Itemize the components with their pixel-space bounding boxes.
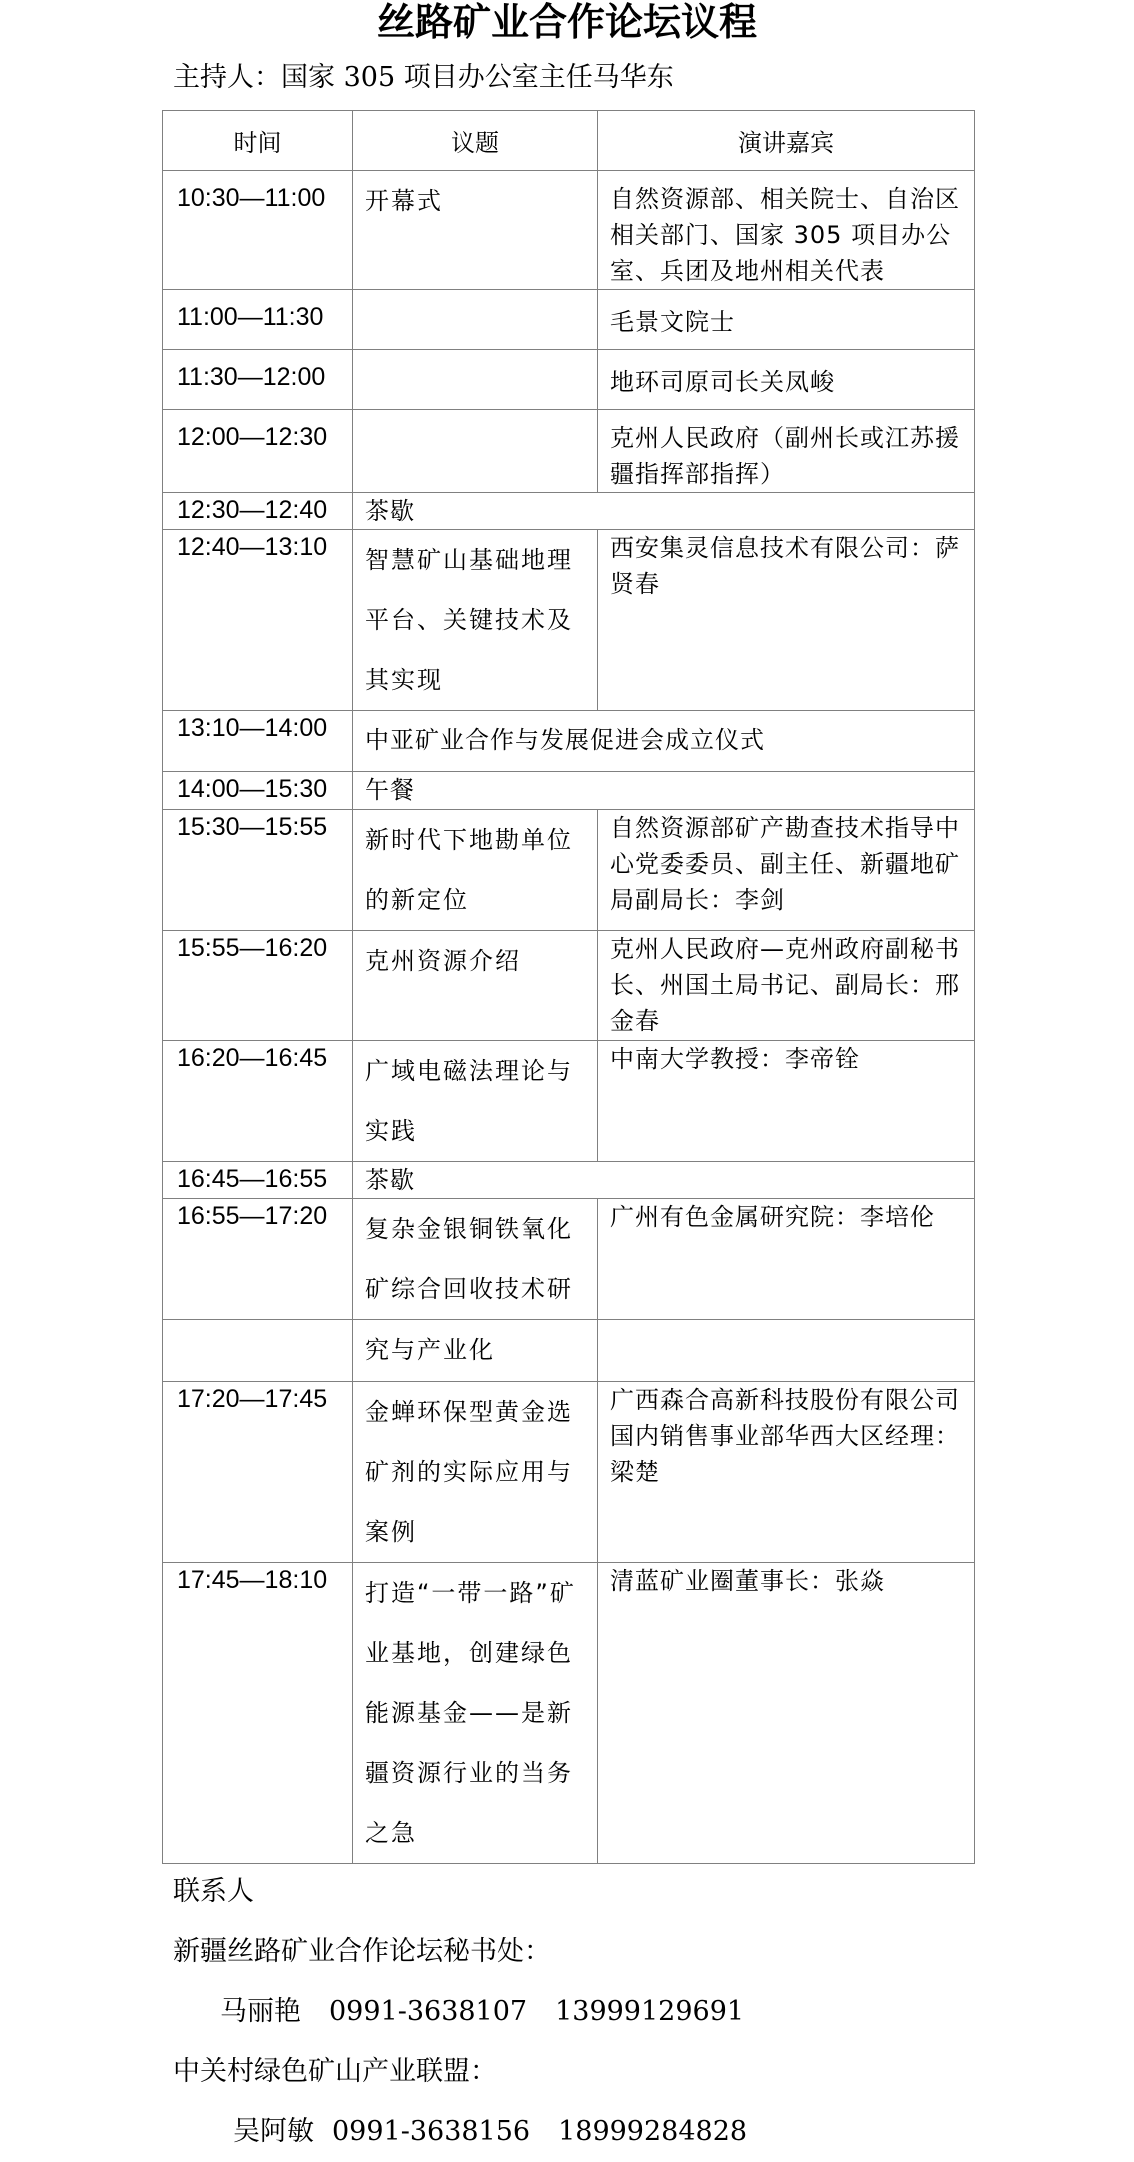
row-time: 12:30—12:40 (163, 493, 353, 530)
page-title: 丝路矿业合作论坛议程 (376, 0, 757, 44)
table-row (163, 1041, 975, 1162)
contact-mobile: 18999284828 (558, 2116, 748, 2147)
contact-name: 吴阿敏 (233, 2116, 314, 2147)
table-row (163, 290, 975, 350)
row-topic: 金蝉环保型黄金选矿剂的实际应用与案例 (353, 1382, 598, 1563)
contact-person-2 (173, 2102, 747, 2162)
contacts-heading: 联系人 (173, 1876, 254, 1907)
row-time: 13:10—14:00 (163, 711, 353, 772)
row-time: 12:40—13:10 (163, 530, 353, 711)
contact-mobile: 13999129691 (555, 1996, 745, 2027)
table-row (163, 1162, 975, 1199)
row-time: 15:30—15:55 (163, 810, 353, 931)
header-time: 时间 (163, 111, 353, 171)
contact-org-1: 新疆丝路矿业合作论坛秘书处： (173, 1936, 551, 1967)
row-speaker: 自然资源部、相关院士、自治区相关部门、国家 305 项目办公室、兵团及地州相关代表 (598, 171, 975, 290)
contact-name: 马丽艳 (220, 1996, 301, 2027)
row-time: 14:00—15:30 (163, 772, 353, 810)
table-row (163, 931, 975, 1041)
row-topic: 打造“一带一路”矿业基地，创建绿色能源基金——是新疆资源行业的当务之急 (353, 1563, 598, 1864)
row-activity: 中亚矿业合作与发展促进会成立仪式 (353, 711, 975, 772)
row-topic: 智慧矿山基础地理平台、关键技术及其实现 (353, 530, 598, 711)
table-row (163, 530, 975, 711)
row-topic: 克州资源介绍 (353, 931, 598, 1041)
contacts-section (173, 1862, 747, 2162)
row-activity: 茶歇 (353, 1162, 975, 1199)
table-row (163, 711, 975, 772)
row-speaker: 克州人民政府—克州政府副秘书长、州国土局书记、副局长：邢金春 (598, 931, 975, 1041)
table-row (163, 1199, 975, 1320)
contact-person-1 (173, 1982, 747, 2042)
table-row (163, 171, 975, 290)
row-activity: 茶歇 (353, 493, 975, 530)
row-speaker: 广西森合高新科技股份有限公司国内销售事业部华西大区经理：梁楚 (598, 1382, 975, 1563)
header-speaker: 演讲嘉宾 (598, 111, 975, 171)
table-row (163, 1382, 975, 1563)
row-speaker: 中南大学教授：李帝铨 (598, 1041, 975, 1162)
row-speaker: 自然资源部矿产勘查技术指导中心党委委员、副主任、新疆地矿局副局长：李剑 (598, 810, 975, 931)
table-row (163, 350, 975, 410)
row-topic (353, 350, 598, 410)
row-topic: 广域电磁法理论与实践 (353, 1041, 598, 1162)
row-topic: 复杂金银铜铁氧化矿综合回收技术研 (353, 1199, 598, 1320)
row-activity: 午餐 (353, 772, 975, 810)
table-row (163, 493, 975, 530)
table-row (163, 410, 975, 493)
row-topic: 究与产业化 (353, 1320, 598, 1382)
row-time: 15:55—16:20 (163, 931, 353, 1041)
row-time: 12:00—12:30 (163, 410, 353, 493)
row-time: 16:20—16:45 (163, 1041, 353, 1162)
row-topic (353, 410, 598, 493)
row-speaker: 克州人民政府（副州长或江苏援疆指挥部指挥） (598, 410, 975, 493)
row-speaker: 地环司原司长关凤峻 (598, 350, 975, 410)
contact-phone: 0991-3638107 (329, 1996, 528, 2027)
row-time: 10:30—11:00 (163, 171, 353, 290)
row-time: 11:00—11:30 (163, 290, 353, 350)
row-speaker: 清蓝矿业圈董事长：张焱 (598, 1563, 975, 1864)
row-topic (353, 290, 598, 350)
row-topic: 新时代下地勘单位的新定位 (353, 810, 598, 931)
contact-org-2: 中关村绿色矿山产业联盟： (173, 2056, 497, 2087)
contact-phone: 0991-3638156 (332, 2116, 531, 2147)
table-row (163, 810, 975, 931)
row-speaker: 西安集灵信息技术有限公司：萨贤春 (598, 530, 975, 711)
row-speaker: 毛景文院士 (598, 290, 975, 350)
row-time (163, 1320, 353, 1382)
table-header-row (163, 111, 975, 171)
host-line: 主持人：国家 305 项目办公室主任马华东 (173, 62, 674, 93)
row-time: 17:45—18:10 (163, 1563, 353, 1864)
row-speaker: 广州有色金属研究院：李培伦 (598, 1199, 975, 1320)
agenda-table (162, 110, 975, 1864)
row-time: 17:20—17:45 (163, 1382, 353, 1563)
header-topic: 议题 (353, 111, 598, 171)
table-row (163, 772, 975, 810)
table-row (163, 1320, 975, 1382)
table-row (163, 1563, 975, 1864)
row-time: 11:30—12:00 (163, 350, 353, 410)
row-time: 16:45—16:55 (163, 1162, 353, 1199)
row-topic: 开幕式 (353, 171, 598, 290)
row-speaker (598, 1320, 975, 1382)
row-time: 16:55—17:20 (163, 1199, 353, 1320)
